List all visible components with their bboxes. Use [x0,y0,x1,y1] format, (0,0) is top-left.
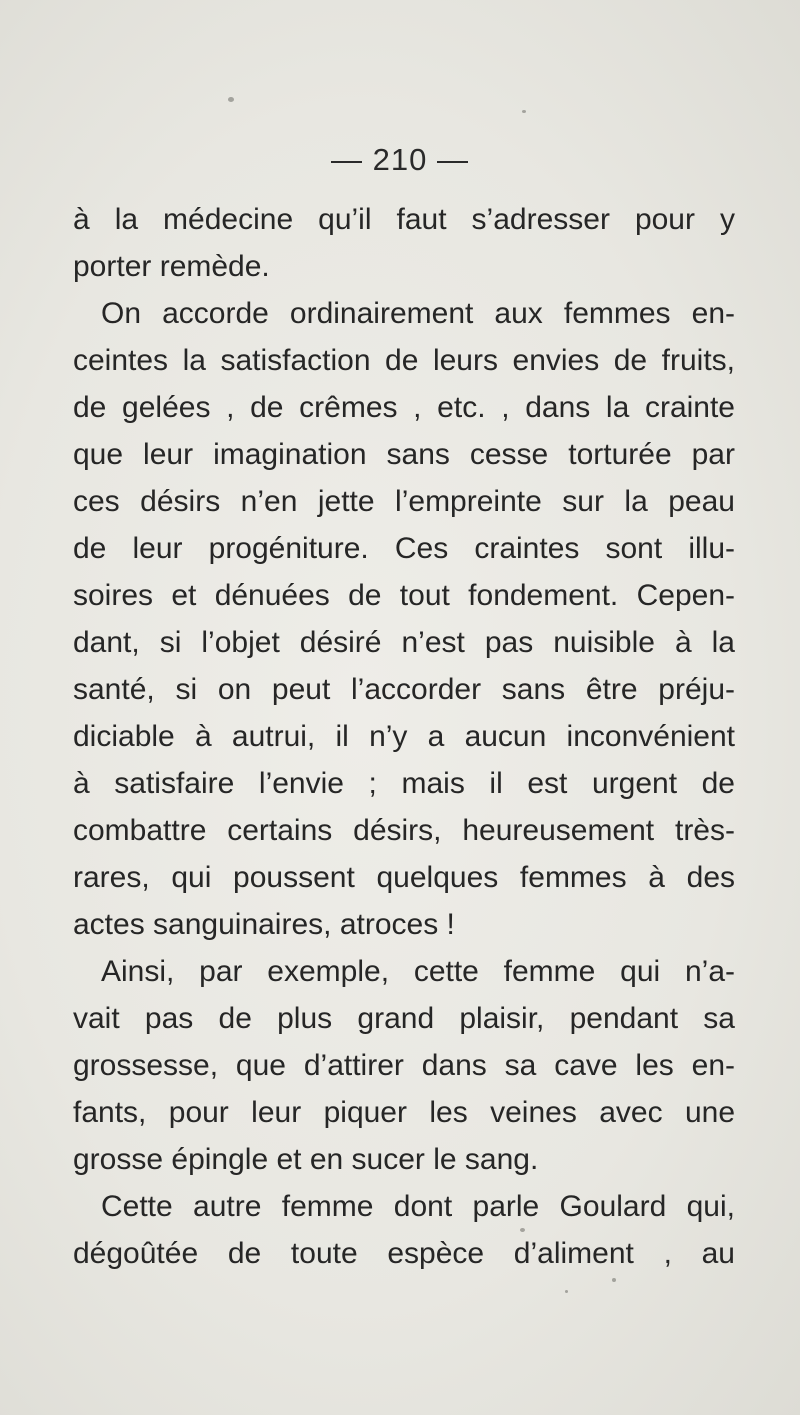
body-text [73,196,735,1277]
text-line: ces désirs n’en jette l’empreinte sur la peau [73,485,735,518]
text-line: Ainsi, par exemple, cette femme qui n’a- [101,955,735,988]
ink-speck [612,1278,616,1282]
text-line: diciable à autrui, il n’y a aucun inconvénient [73,720,735,753]
text-line: dégoûtée de toute espèce d’aliment , au [73,1237,735,1270]
text-line: de leur progéniture. Ces craintes sont illu- [73,532,735,565]
text-line: santé, si on peut l’accorder sans être préju- [73,673,735,706]
text-line: à la médecine qu’il faut s’adresser pour y [73,203,735,236]
text-line: à satisfaire l’envie ; mais il est urgent de [73,767,735,800]
text-line: Cette autre femme dont parle Goulard qui, [101,1190,735,1223]
text-line: dant, si l’objet désiré n’est pas nuisible à la [73,626,735,659]
text-line: actes sanguinaires, atroces ! [73,908,455,941]
text-line: soires et dénuées de tout fondement. Cepen- [73,579,735,612]
text-line: On accorde ordinairement aux femmes en- [101,297,735,330]
text-line: combattre certains désirs, heureusement très- [73,814,735,847]
text-line: vait pas de plus grand plaisir, pendant sa [73,1002,735,1035]
text-line: fants, pour leur piquer les veines avec une [73,1096,735,1129]
text-line: que leur imagination sans cesse torturée par [73,438,735,471]
text-line: porter remède. [73,250,270,283]
ink-speck [522,110,526,113]
ink-speck [565,1290,568,1293]
page-number: — 210 — [331,142,469,177]
text-line: ceintes la satisfaction de leurs envies de fruits, [73,344,735,377]
text-line: rares, qui poussent quelques femmes à des [73,861,735,894]
text-line: grossesse, que d’attirer dans sa cave les en- [73,1049,735,1082]
text-line: grosse épingle et en sucer le sang. [73,1143,539,1176]
ink-speck [228,97,234,102]
text-line: de gelées , de crêmes , etc. , dans la crainte [73,391,735,424]
